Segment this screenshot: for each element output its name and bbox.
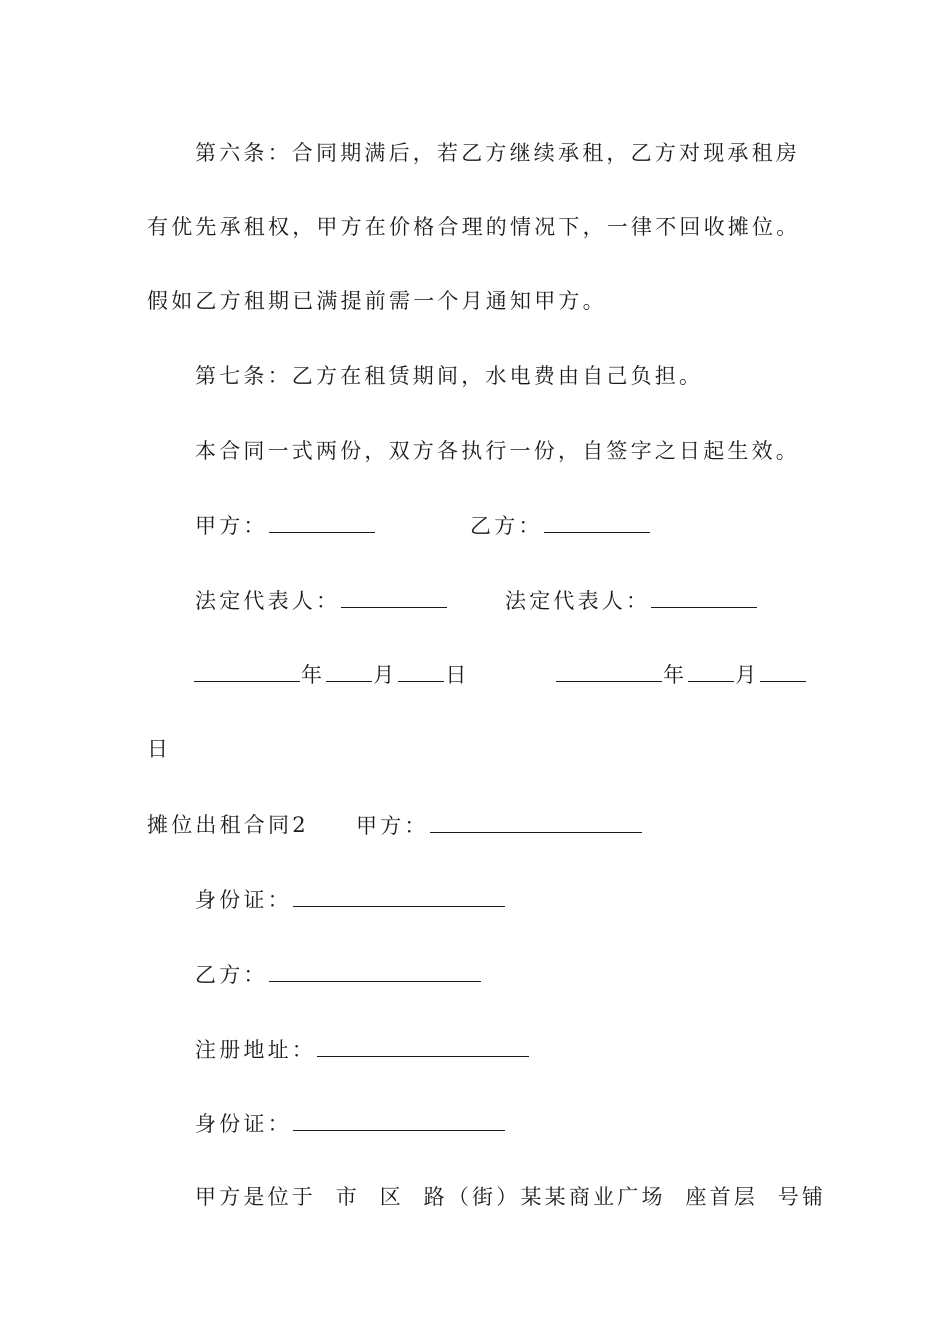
- contract-2-id-card-b: [195, 1108, 506, 1139]
- date-a-year-label: 年: [301, 663, 326, 687]
- date-b: [555, 659, 807, 690]
- party-a-label: 甲方：: [195, 514, 268, 538]
- contract-2-header-row: [0, 810, 950, 840]
- contract-2-registered-address-label: 注册地址：: [195, 1038, 316, 1062]
- date-a-month-blank: [326, 659, 372, 682]
- contract-2-party-a: [356, 810, 643, 841]
- date-b-month-label: 月: [735, 663, 760, 687]
- article-6-line-3: 假如乙方租期已满提前需一个月通知甲方。: [147, 289, 607, 313]
- party-a-blank: [269, 510, 375, 533]
- contract-2-id-card-a: [195, 884, 506, 915]
- party-b-label: 乙方：: [470, 514, 543, 538]
- contract-2-id-card-a-label: 身份证：: [195, 888, 292, 912]
- legal-rep-b-signature: [505, 585, 758, 616]
- legal-rep-b-blank: [651, 585, 757, 608]
- contract-2-id-card-b-label: 身份证：: [195, 1112, 292, 1136]
- date-a-day-label: 日: [445, 663, 470, 687]
- date-a: [193, 659, 470, 690]
- article-6-line-1: 第六条：合同期满后，若乙方继续承租，乙方对现承租房: [195, 141, 800, 165]
- legal-rep-a-label: 法定代表人：: [195, 589, 341, 613]
- party-b-blank: [544, 510, 650, 533]
- contract-2-registered-address-blank: [317, 1034, 529, 1057]
- date-b-year-label: 年: [663, 663, 688, 687]
- contract-2-location-line: 甲方是位于 市 区 路（街）某某商业广场 座首层 号铺: [195, 1185, 827, 1209]
- contract-2-id-card-b-blank: [293, 1108, 505, 1131]
- legal-rep-a-signature: [195, 585, 448, 616]
- signature-parties-row: [0, 510, 950, 540]
- contract-2-party-b-blank: [269, 959, 481, 982]
- date-a-month-label: 月: [373, 663, 398, 687]
- party-b-signature: [470, 510, 651, 541]
- signature-date-row: [0, 659, 950, 689]
- contract-2-party-a-blank: [430, 810, 642, 833]
- party-a-signature: [195, 510, 376, 541]
- article-6-line-2: 有优先承租权，甲方在价格合理的情况下，一律不回收摊位。: [147, 215, 801, 239]
- copies-clause: 本合同一式两份，双方各执行一份，自签字之日起生效。: [195, 439, 800, 463]
- date-b-year-blank: [556, 659, 662, 682]
- signature-legal-rep-row: [0, 585, 950, 615]
- date-b-month-blank: [688, 659, 734, 682]
- date-b-day-blank: [760, 659, 806, 682]
- legal-rep-a-blank: [341, 585, 447, 608]
- contract-2-party-b-label: 乙方：: [195, 963, 268, 987]
- date-a-day-blank: [398, 659, 444, 682]
- legal-rep-b-label: 法定代表人：: [505, 589, 651, 613]
- date-a-year-blank: [194, 659, 300, 682]
- contract-2-title: 摊位出租合同2: [147, 813, 309, 837]
- date-b-day-label: 日: [147, 737, 172, 761]
- contract-2-party-a-label: 甲方：: [356, 814, 429, 838]
- article-7: 第七条：乙方在租赁期间，水电费由自己负担。: [195, 364, 704, 388]
- contract-2-registered-address: [195, 1034, 530, 1065]
- contract-2-party-b: [195, 959, 482, 990]
- contract-2-id-card-a-blank: [293, 884, 505, 907]
